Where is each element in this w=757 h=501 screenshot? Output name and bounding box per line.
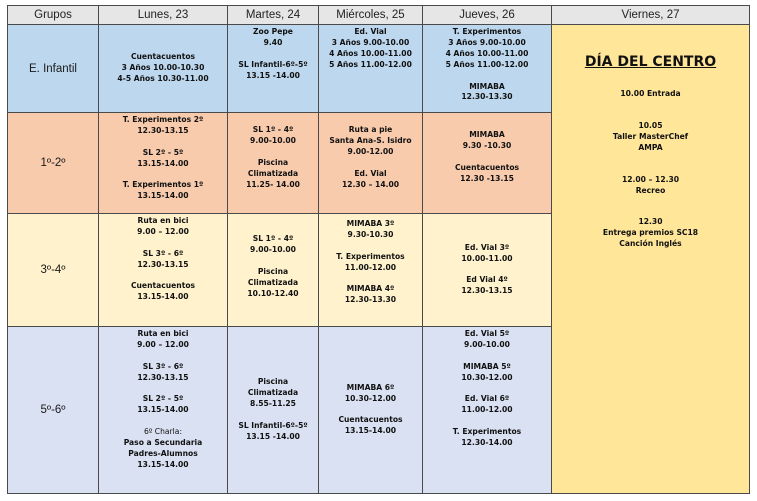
header-viernes: Viernes, 27 xyxy=(552,6,750,25)
activity-line: Cuentacuentos xyxy=(130,281,196,291)
dia-del-centro-cell xyxy=(552,25,750,494)
activity-line: SL Infantil-6º-5º xyxy=(238,420,308,430)
schedule-table xyxy=(7,5,750,494)
taller-time: 10.05 xyxy=(638,120,663,130)
activity-line: T. Experimentos xyxy=(452,427,522,437)
spacer xyxy=(319,405,422,416)
spacer xyxy=(99,416,227,427)
activity-line: 11.00-12.00 xyxy=(461,405,513,415)
cell-jueves xyxy=(423,25,552,113)
activity-line: T. Experimentos 2º xyxy=(122,115,204,124)
spacer xyxy=(423,265,551,276)
activity-line: 9.30-10.30 xyxy=(347,229,394,239)
cell-lunes xyxy=(99,214,228,327)
activity-line: T. Experimentos 1º xyxy=(122,180,204,190)
activity-line: Climatizada xyxy=(247,277,299,287)
activity-line: 13.15 -14.00 xyxy=(246,431,300,441)
activity-line: 10.10-12.40 xyxy=(247,288,299,298)
activity-line: Ruta a pie xyxy=(348,125,393,134)
cancion-label: Canción Inglés xyxy=(619,239,682,249)
activity-line: 12.30 -13.15 xyxy=(460,173,514,183)
spacer xyxy=(99,351,227,362)
spacer xyxy=(228,256,318,267)
activity-line: T. Experimentos xyxy=(452,27,522,36)
activity-line: 9.00 – 12.00 xyxy=(137,226,189,236)
activity-line: SL Infantil-6º-5º xyxy=(238,59,308,69)
header-row xyxy=(8,6,750,25)
spacer xyxy=(99,170,227,181)
cell-miercoles xyxy=(319,327,423,494)
cell-miercoles xyxy=(319,25,423,113)
activity-line: Cuentacuentos xyxy=(130,52,196,62)
activity-line: 13.15-14.00 xyxy=(137,405,189,415)
activity-line: Paso a Secundaria xyxy=(123,438,203,448)
spacer xyxy=(99,238,227,249)
activity-line: SL 1º - 4º xyxy=(252,234,294,243)
activity-line: 5 Años 11.00-12.00 xyxy=(329,59,412,69)
activity-line: SL 1º - 4º xyxy=(252,125,294,134)
group-label: 1º-2º xyxy=(8,113,99,214)
activity-line: 12.30-13.15 xyxy=(461,286,513,296)
activity-line: 10.00-11.00 xyxy=(461,253,513,263)
header-martes: Martes, 24 xyxy=(228,6,319,25)
recreo-time: 12.00 – 12.30 xyxy=(621,174,680,184)
entrada-text: 10.00 Entrada xyxy=(620,89,681,98)
activity-line: 9.00-10.00 xyxy=(250,244,296,254)
activity-line: 5 Años 11.00-12.00 xyxy=(445,59,529,69)
activity-line: Piscina xyxy=(257,377,289,387)
activity-line: Cuentacuentos xyxy=(338,415,403,425)
activity-line: 12.30-13.15 xyxy=(137,125,189,135)
activity-line: 3 Años 9.00-10.00 xyxy=(331,37,410,47)
activity-line: 12.30-13.15 xyxy=(137,372,189,382)
activity-line: MIMABA 3º xyxy=(346,219,395,228)
activity-line: MIMABA xyxy=(469,81,505,91)
recreo-label: Recreo xyxy=(635,185,666,195)
activity-line: MIMABA 6º xyxy=(346,382,395,392)
activity-line: SL 3º - 6º xyxy=(142,361,184,371)
cell-miercoles xyxy=(319,214,423,327)
activity-line: Ed. Vial xyxy=(354,168,387,178)
activity-line: Ed. Vial 5º xyxy=(464,329,510,338)
activity-line: 9.00-12.00 xyxy=(347,146,394,156)
activity-line: 9.00-10.00 xyxy=(250,135,296,145)
activity-line: Ruta en bici xyxy=(137,216,189,225)
cell-martes xyxy=(228,327,319,494)
activity-line: 6º Charla: xyxy=(143,427,183,437)
activity-line: 10.30-12.00 xyxy=(461,372,513,382)
activity-line: 3 Años 9.00-10.00 xyxy=(448,37,526,47)
spacer xyxy=(319,274,422,285)
activity-line: SL 2º - 5º xyxy=(142,147,184,157)
activity-line: Piscina xyxy=(257,266,289,276)
header-grupos: Grupos xyxy=(8,6,99,25)
activity-line: SL 2º - 5º xyxy=(142,394,184,404)
cell-lunes xyxy=(99,113,228,214)
header-miercoles: Miércoles, 25 xyxy=(319,6,423,25)
activity-line: Climatizada xyxy=(247,388,299,398)
spacer xyxy=(423,416,551,427)
activity-line: 8.55-11.25 xyxy=(250,399,296,409)
spacer xyxy=(228,49,318,60)
activity-line: 11.25- 14.00 xyxy=(246,179,300,189)
activity-line: Cuentacuentos xyxy=(454,162,520,172)
activity-line: 3 Años 10.00-10.30 xyxy=(121,63,205,73)
group-label: 5º-6º xyxy=(8,327,99,494)
cell-lunes xyxy=(99,25,228,113)
activity-line: 11.00-12.00 xyxy=(344,262,397,272)
activity-line: Climatizada xyxy=(247,168,299,178)
cell-martes xyxy=(228,214,319,327)
taller-name: Taller MasterChef xyxy=(612,131,689,141)
group-label: E. Infantil xyxy=(8,25,99,113)
activity-line: 13.15-14.00 xyxy=(137,191,189,201)
activity-line: 4 Años 10.00-11.00 xyxy=(329,48,412,58)
spacer xyxy=(99,137,227,148)
activity-line: Ed. Vial 3º xyxy=(464,242,510,252)
activity-line: MIMABA xyxy=(469,130,505,139)
activity-line: Ed. Vial xyxy=(354,27,387,36)
activity-line: 12.30-13.15 xyxy=(137,259,189,269)
spacer xyxy=(99,384,227,395)
cell-martes xyxy=(228,113,319,214)
activity-line: 12.30-13.30 xyxy=(461,92,513,102)
activity-line: MIMABA 5º xyxy=(463,361,511,371)
spacer xyxy=(319,241,422,252)
cell-jueves xyxy=(423,327,552,494)
cell-miercoles xyxy=(319,113,423,214)
cell-jueves xyxy=(423,113,552,214)
premios-time: 12.30 xyxy=(638,217,663,227)
spacer xyxy=(228,147,318,158)
activity-line: 13.15-14.00 xyxy=(137,158,189,168)
dia-del-centro-title: DÍA DEL CENTRO xyxy=(584,54,717,70)
activity-line: 13.15-14.00 xyxy=(344,426,397,436)
group-label: 3º-4º xyxy=(8,214,99,327)
spacer xyxy=(319,158,422,169)
activity-line: 13.15-14.00 xyxy=(137,459,189,469)
cell-jueves xyxy=(423,214,552,327)
spacer xyxy=(228,410,318,421)
header-jueves: Jueves, 26 xyxy=(423,6,552,25)
activity-line: 4-5 Años 10.30-11.00 xyxy=(117,73,209,83)
activity-line: 9.00 – 12.00 xyxy=(137,339,189,349)
activity-line: 9.40 xyxy=(263,37,283,47)
spacer xyxy=(423,384,551,395)
spacer xyxy=(423,351,551,362)
spacer xyxy=(99,271,227,282)
header-lunes: Lunes, 23 xyxy=(99,6,228,25)
premios-label: Entrega premios SC18 xyxy=(602,228,699,238)
taller-org: AMPA xyxy=(638,142,663,152)
activity-line: Santa Ana-S. Isidro xyxy=(329,135,412,145)
activity-line: 13.15-14.00 xyxy=(137,292,189,302)
activity-line: T. Experimentos xyxy=(336,251,405,261)
row-infantil xyxy=(8,25,750,113)
activity-line: 4 Años 10.00-11.00 xyxy=(445,48,529,58)
spacer xyxy=(423,152,551,163)
activity-line: 10.30-12.00 xyxy=(344,393,397,403)
activity-line: Ed Vial 4º xyxy=(466,275,508,285)
spacer xyxy=(423,71,551,82)
activity-line: 13.15 -14.00 xyxy=(246,70,300,80)
activity-line: Padres-Alumnos xyxy=(128,448,198,458)
activity-line: Piscina xyxy=(257,157,289,167)
activity-line: 9.00-10.00 xyxy=(464,339,510,349)
activity-line: Zoo Pepe xyxy=(253,27,293,36)
cell-lunes xyxy=(99,327,228,494)
activity-line: Ruta en bici xyxy=(137,329,189,338)
activity-line: 9.30 -10.30 xyxy=(462,140,512,150)
activity-line: Ed. Vial 6º xyxy=(464,394,510,404)
activity-line: SL 3º - 6º xyxy=(142,248,184,258)
activity-line: 12.30 – 14.00 xyxy=(341,179,400,189)
cell-martes xyxy=(228,25,319,113)
activity-line: 12.30-13.30 xyxy=(344,295,397,305)
activity-line: 12.30-14.00 xyxy=(461,438,513,448)
activity-line: MIMABA 4º xyxy=(346,284,395,294)
